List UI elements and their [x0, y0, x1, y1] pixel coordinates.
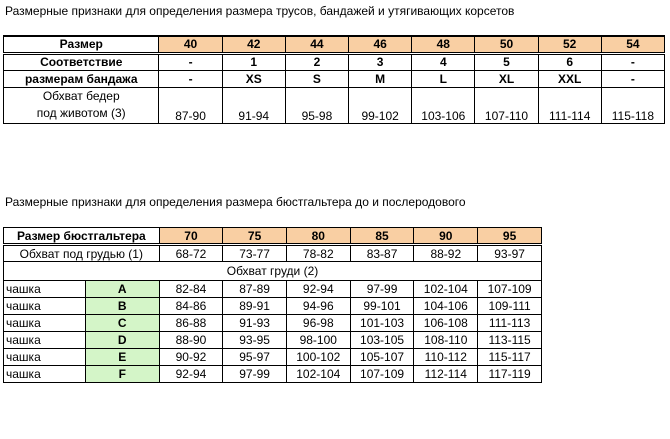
hip-label-line1: Обхват бедер	[42, 89, 120, 103]
bust-cell: 94-96	[286, 298, 350, 315]
hip-cell: 87-90	[159, 87, 222, 123]
bust-cell: 96-98	[286, 315, 350, 332]
bust-cell: 100-102	[286, 349, 350, 366]
cup-row-label: чашка	[4, 315, 86, 332]
bust-cell: 113-115	[478, 332, 542, 349]
cup-row-label: чашка	[4, 281, 86, 298]
bust-cell: 105-107	[350, 349, 414, 366]
hip-cell: 115-118	[601, 87, 664, 123]
bandage-cell: XXL	[538, 70, 601, 87]
bust-cell: 115-117	[478, 349, 542, 366]
bra-size-cell: 80	[286, 228, 350, 245]
correspondence-cell: 5	[475, 53, 538, 70]
underbust-cell: 78-82	[286, 245, 350, 262]
bust-cell: 97-99	[350, 281, 414, 298]
bust-cell: 107-109	[478, 281, 542, 298]
bandage-cell: XL	[475, 70, 538, 87]
cup-row-c	[4, 315, 542, 332]
cup-row-d	[4, 332, 542, 349]
bust-cell: 109-111	[478, 298, 542, 315]
bust-cell: 117-119	[478, 366, 542, 383]
bust-cell: 99-101	[350, 298, 414, 315]
bra-size-cell: 70	[159, 228, 223, 245]
cup-row-label: чашка	[4, 298, 86, 315]
bandage-cell: XS	[222, 70, 285, 87]
bust-label: Обхват груди (2)	[4, 262, 542, 281]
size-cell: 44	[285, 36, 348, 53]
bandage-label: размерам бандажа	[4, 70, 159, 87]
bust-cell: 104-106	[414, 298, 478, 315]
hip-cell: 103-106	[412, 87, 475, 123]
correspondence-cell: 4	[412, 53, 475, 70]
size-row	[4, 36, 665, 53]
bust-cell: 87-89	[223, 281, 287, 298]
bust-cell: 108-110	[414, 332, 478, 349]
bandage-cell: -	[601, 70, 664, 87]
bandage-cell: L	[412, 70, 475, 87]
hip-row	[4, 87, 665, 123]
correspondence-cell: 3	[349, 53, 412, 70]
size-cell: 46	[349, 36, 412, 53]
cup-row-e	[4, 349, 542, 366]
cup-row-a	[4, 281, 542, 298]
bra-size-cell: 75	[223, 228, 287, 245]
bust-cell: 90-92	[159, 349, 223, 366]
size-cell: 52	[538, 36, 601, 53]
underbust-cell: 83-87	[350, 245, 414, 262]
bust-cell: 91-93	[223, 315, 287, 332]
size-cell: 54	[601, 36, 664, 53]
correspondence-cell: -	[159, 53, 222, 70]
size-cell: 40	[159, 36, 222, 53]
cup-row-label: чашка	[4, 366, 86, 383]
cup-row-label: чашка	[4, 332, 86, 349]
underbust-cell: 73-77	[223, 245, 287, 262]
bust-cell: 101-103	[350, 315, 414, 332]
cup-letter: D	[85, 332, 159, 349]
size-cell: 42	[222, 36, 285, 53]
hip-cell: 107-110	[475, 87, 538, 123]
bust-cell: 89-91	[223, 298, 287, 315]
section1-heading: Размерные признаки для определения размера трусов, бандажей и утягивающих корсетов	[5, 4, 515, 18]
cup-row-f	[4, 366, 542, 383]
bra-size-table	[3, 227, 542, 383]
bust-cell: 92-94	[159, 366, 223, 383]
correspondence-cell: 6	[538, 53, 601, 70]
bra-size-row	[4, 228, 542, 245]
bust-cell: 111-113	[478, 315, 542, 332]
cup-letter: B	[85, 298, 159, 315]
bust-cell: 106-108	[414, 315, 478, 332]
bust-cell: 102-104	[414, 281, 478, 298]
bust-cell: 88-90	[159, 332, 223, 349]
bust-cell: 93-95	[223, 332, 287, 349]
correspondence-label: Соответствие	[4, 53, 159, 70]
cup-letter: E	[85, 349, 159, 366]
underbust-cell: 88-92	[414, 245, 478, 262]
correspondence-cell: 2	[285, 53, 348, 70]
correspondence-row	[4, 53, 665, 70]
size-header-label: Размер	[4, 36, 159, 53]
underbust-row	[4, 245, 542, 262]
hip-cell: 111-114	[538, 87, 601, 123]
bandage-size-row	[4, 70, 665, 87]
bandage-cell: S	[285, 70, 348, 87]
bust-cell: 103-105	[350, 332, 414, 349]
bust-cell: 98-100	[286, 332, 350, 349]
hip-label	[4, 87, 159, 123]
bust-cell: 102-104	[286, 366, 350, 383]
bust-cell: 112-114	[414, 366, 478, 383]
size-cell: 48	[412, 36, 475, 53]
underbust-cell: 93-97	[478, 245, 542, 262]
hip-cell: 99-102	[349, 87, 412, 123]
bust-cell: 95-97	[223, 349, 287, 366]
cup-letter: F	[85, 366, 159, 383]
hip-cell: 91-94	[222, 87, 285, 123]
bust-cell: 97-99	[223, 366, 287, 383]
cup-letter: C	[85, 315, 159, 332]
bust-row	[4, 262, 542, 281]
bandage-cell: M	[349, 70, 412, 87]
correspondence-cell: 1	[222, 53, 285, 70]
panty-size-table	[3, 35, 665, 124]
correspondence-cell: -	[601, 53, 664, 70]
hip-label-line2: под животом (3)	[36, 106, 126, 120]
cup-row-b	[4, 298, 542, 315]
underbust-label: Обхват под грудью (1)	[4, 245, 160, 262]
bust-cell: 107-109	[350, 366, 414, 383]
bandage-cell: -	[159, 70, 222, 87]
bust-cell: 92-94	[286, 281, 350, 298]
cup-letter: A	[85, 281, 159, 298]
underbust-cell: 68-72	[159, 245, 223, 262]
bra-size-cell: 95	[478, 228, 542, 245]
cup-row-label: чашка	[4, 349, 86, 366]
bra-size-cell: 85	[350, 228, 414, 245]
bust-cell: 86-88	[159, 315, 223, 332]
section2-heading: Размерные признаки для определения размера бюстгальтера до и послеродового	[5, 195, 466, 209]
bra-size-header-label: Размер бюстгальтера	[4, 228, 160, 245]
bra-size-cell: 90	[414, 228, 478, 245]
hip-cell: 95-98	[285, 87, 348, 123]
size-cell: 50	[475, 36, 538, 53]
bust-cell: 84-86	[159, 298, 223, 315]
bust-cell: 82-84	[159, 281, 223, 298]
bust-cell: 110-112	[414, 349, 478, 366]
